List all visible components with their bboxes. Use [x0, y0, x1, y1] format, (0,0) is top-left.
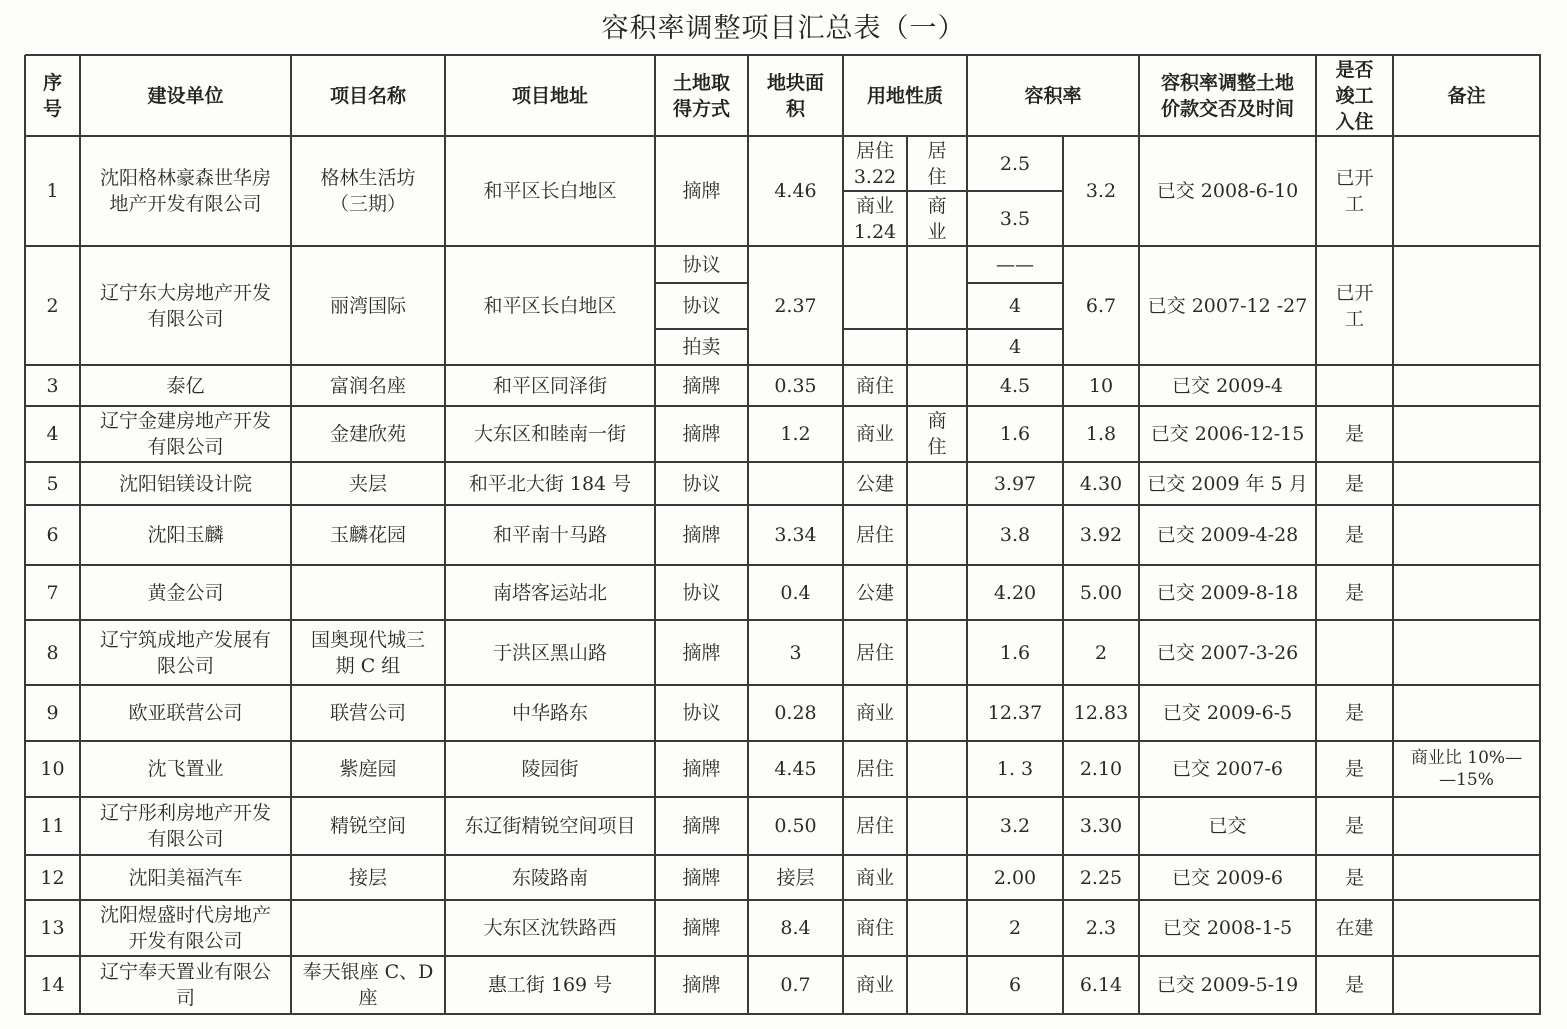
row-seq: 6	[46, 524, 59, 546]
row-far-new: 3.2	[1085, 180, 1117, 202]
row-remark	[1394, 247, 1539, 364]
row-far-old: 2.5	[999, 152, 1031, 175]
grid-line	[25, 1013, 1541, 1015]
row-far-old: 4.5	[999, 374, 1031, 397]
row-unit: 沈阳煜盛时代房地产 开发有限公司	[99, 904, 271, 952]
row-addr: 和平区长白地区	[483, 180, 617, 202]
row-land-use-alt	[908, 856, 966, 899]
row-addr: 和平区同泽街	[492, 374, 607, 397]
row-unit: 欧亚联营公司	[128, 702, 243, 724]
row-land-use-alt	[908, 621, 966, 684]
row-far-old: 3.97	[993, 472, 1037, 495]
row-acq: 摘牌	[682, 758, 721, 780]
row-addr: 大东区沈铁路西	[483, 917, 617, 939]
row-remark	[1394, 463, 1539, 504]
row-area: 0.50	[774, 815, 817, 837]
row-area: 3	[789, 641, 802, 664]
row-unit: 泰亿	[166, 374, 205, 397]
row-seq: 9	[46, 702, 59, 724]
row-far-new: 2.3	[1085, 917, 1117, 939]
row-completed: 已开 工	[1335, 281, 1374, 330]
row-seq: 1	[46, 180, 59, 202]
row-far-new: 3.30	[1079, 815, 1123, 837]
header-acq: 土地取 得方式	[672, 71, 730, 120]
row-acq: 摘牌	[682, 641, 721, 664]
row-unit: 辽宁金建房地产开发 有限公司	[99, 410, 271, 458]
row-unit: 沈阳格林豪森世华房 地产开发有限公司	[99, 167, 271, 215]
row-far-new: 12.83	[1073, 702, 1129, 724]
row-land-use: 居住	[855, 524, 894, 546]
row-land-use-alt	[908, 686, 966, 740]
row-payment: 已交 2006-12-15	[1150, 423, 1305, 445]
row-land-use: 居住	[855, 641, 894, 664]
row-unit: 辽宁奉天置业有限公 司	[99, 961, 271, 1009]
row-remark	[1394, 856, 1539, 899]
row-area: 0.4	[780, 581, 811, 604]
row-land-use-alt	[908, 901, 966, 955]
grid-line	[1539, 55, 1541, 1015]
row-acq: 摘牌	[682, 974, 721, 996]
row-payment: 已交 2009-4	[1172, 374, 1283, 397]
row-land-use: 商业	[855, 423, 894, 445]
row-addr: 于洪区黑山路	[492, 641, 607, 664]
row-addr: 和平北大街 184 号	[468, 472, 632, 495]
row-payment: 已交 2007-6	[1172, 758, 1283, 780]
header-use: 用地性质	[866, 84, 943, 107]
row-seq: 10	[40, 758, 65, 780]
row-far-new: 4.30	[1079, 472, 1123, 495]
row-acq: 协议	[682, 253, 721, 276]
row-area: 接层	[776, 866, 815, 889]
row-remark	[1394, 566, 1539, 619]
row-name: 金建欣苑	[329, 423, 406, 445]
row-land-use-alt	[908, 463, 966, 504]
row-land-use-alt	[908, 957, 966, 1013]
header-addr: 项目地址	[511, 84, 588, 107]
row-far-new: 10	[1088, 374, 1114, 397]
row-area: 4.45	[774, 758, 817, 780]
row-name: 接层	[348, 866, 387, 889]
row-completed: 是	[1344, 581, 1364, 604]
row-name: 紫庭园	[339, 758, 397, 780]
row-payment: 已交 2009-8-18	[1156, 581, 1299, 604]
row-seq: 11	[40, 815, 65, 837]
row-far-old: 2.00	[993, 866, 1037, 889]
header-area: 地块面 积	[766, 71, 824, 120]
row-unit: 沈阳美福汽车	[128, 866, 243, 889]
row-name: 联营公司	[329, 702, 406, 724]
row-unit: 辽宁东大房地产开发 有限公司	[99, 281, 271, 330]
row-area: 1.2	[780, 423, 811, 445]
row-seq: 3	[46, 374, 59, 397]
row-completed: 是	[1344, 866, 1364, 889]
row-remark	[1394, 366, 1539, 405]
row-far-old: 4.20	[993, 581, 1037, 604]
row-name: 精锐空间	[329, 815, 406, 837]
row-completed: 是	[1344, 974, 1364, 996]
header-far: 容积率	[1024, 84, 1082, 107]
row-remark	[1394, 137, 1539, 245]
row-far-new: 6.7	[1085, 294, 1117, 317]
row-addr: 南塔客运站北	[492, 581, 607, 604]
row-use-residential-short: 居 住	[927, 139, 947, 188]
row-acq: 协议	[682, 472, 721, 495]
header-seq: 序 号	[42, 71, 62, 120]
row-unit: 黄金公司	[147, 581, 224, 604]
row-payment: 已交 2008-1-5	[1162, 917, 1293, 939]
row-name	[292, 901, 444, 955]
row-name: 富润名座	[329, 374, 406, 397]
row-far-old: 1. 3	[996, 758, 1034, 780]
row-far-new: 5.00	[1079, 581, 1123, 604]
row-acq: 摘牌	[682, 180, 721, 202]
row-unit: 沈飞置业	[147, 758, 224, 780]
row-land-use: 商住	[855, 917, 894, 939]
row-payment: 已交	[1208, 815, 1247, 837]
row-acq: 摘牌	[682, 374, 721, 397]
row-remark	[1394, 407, 1539, 461]
row-far-old: 1.6	[999, 423, 1031, 445]
row-seq: 8	[46, 641, 59, 664]
row-area: 0.7	[780, 974, 811, 996]
row-seq: 13	[40, 917, 65, 939]
header-done: 是否 竣工 入住	[1335, 58, 1374, 133]
row-area: 3.34	[774, 524, 817, 546]
row-land-use-alt	[908, 798, 966, 854]
row-acq: 摘牌	[682, 524, 721, 546]
row-land-use: 商住	[855, 374, 894, 397]
row-use-residential: 居住 3.22	[853, 139, 897, 188]
row-addr: 和平南十马路	[492, 524, 607, 546]
row-unit: 辽宁彤利房地产开发 有限公司	[99, 802, 271, 850]
row-use-commercial: 商业 1.24	[853, 194, 897, 243]
row-acq: 摘牌	[682, 423, 721, 445]
row-use-commercial-short: 商 业	[927, 194, 947, 243]
row-far-old: 12.37	[987, 702, 1043, 724]
row-far-new: 3.92	[1079, 524, 1123, 546]
row-addr: 东陵路南	[511, 866, 588, 889]
row-far-new: 2.25	[1079, 866, 1123, 889]
row-acq: 摘牌	[682, 917, 721, 939]
row-far-old: 3.2	[999, 815, 1031, 837]
row-far-new: 2	[1094, 641, 1108, 664]
row-payment: 已交 2009-6-5	[1162, 702, 1293, 724]
row-land-use-alt	[908, 742, 966, 796]
row-completed: 是	[1344, 702, 1364, 724]
row-area: 2.37	[774, 294, 817, 317]
row-addr: 东辽街精锐空间项目	[464, 815, 636, 837]
row-area	[749, 463, 842, 504]
row-acq: 拍卖	[682, 336, 721, 358]
row-land-use: 商业	[855, 702, 894, 724]
row-completed: 是	[1344, 815, 1364, 837]
row-name	[292, 566, 444, 619]
row-completed: 是	[1344, 524, 1364, 546]
row-far-new: 2.10	[1079, 758, 1123, 780]
row-far-old: 4	[1008, 295, 1022, 317]
row-far-old: ——	[996, 253, 1034, 276]
row-name: 国奥现代城三 期 C 组	[310, 628, 425, 677]
header-name: 项目名称	[329, 84, 406, 107]
row-acq: 摘牌	[682, 866, 721, 889]
row-area: 0.35	[774, 374, 817, 397]
row-completed: 是	[1344, 423, 1364, 445]
row-completed: 在建	[1335, 917, 1374, 939]
row-unit: 沈阳铝镁设计院	[118, 472, 252, 495]
row-payment: 已交 2009-4-28	[1156, 524, 1299, 546]
row-far-old: 6	[1008, 974, 1022, 996]
row-addr: 中华路东	[511, 702, 588, 724]
row-area: 0.28	[774, 702, 817, 724]
row-completed: 是	[1344, 472, 1364, 495]
row-completed	[1317, 366, 1392, 405]
row-completed: 是	[1344, 758, 1364, 780]
row-land-use: 商业	[855, 974, 894, 996]
row-land-use: 公建	[855, 472, 894, 495]
row-seq: 5	[46, 472, 59, 495]
row-land-use: 公建	[855, 581, 894, 604]
row-land-use: 居住	[855, 815, 894, 837]
row-name: 玉麟花园	[329, 524, 406, 546]
row-land-use: 商业	[855, 866, 894, 889]
header-pay: 容积率调整土地 价款交否及时间	[1160, 71, 1294, 120]
row-remark: 商业比 10%— —15%	[1410, 748, 1523, 790]
row-completed	[1317, 621, 1392, 684]
row-acq: 协议	[682, 295, 721, 317]
row-far-old: 3.8	[999, 524, 1031, 546]
row-far-new: 1.8	[1085, 423, 1117, 445]
row-addr: 惠工街 169 号	[487, 974, 613, 996]
row-addr: 和平区长白地区	[483, 294, 617, 317]
row-far-old: 3.5	[999, 207, 1031, 230]
row-payment: 已交 2007-12 -27	[1147, 294, 1308, 317]
row-name: 夹层	[348, 472, 387, 495]
row-acq: 协议	[682, 581, 721, 604]
row-remark	[1394, 506, 1539, 564]
row-far-old: 1.6	[999, 641, 1031, 664]
row-payment: 已交 2007-3-26	[1156, 641, 1299, 664]
row-name: 格林生活坊 （三期）	[320, 167, 416, 215]
row-remark	[1394, 621, 1539, 684]
row-seq: 4	[46, 423, 59, 445]
row-name: 丽湾国际	[329, 294, 406, 317]
row-payment: 已交 2009-6	[1172, 866, 1283, 889]
row-area: 8.4	[780, 917, 811, 939]
row-unit: 辽宁筑成地产发展有 限公司	[99, 628, 271, 677]
row-land-use-alt	[908, 566, 966, 619]
row-completed: 已开 工	[1335, 167, 1374, 215]
row-seq: 7	[46, 581, 59, 604]
row-land-use-alt	[908, 366, 966, 405]
row-payment: 已交 2009 年 5 月	[1147, 472, 1308, 495]
row-remark	[1394, 957, 1539, 1013]
row-payment: 已交 2009-5-19	[1156, 974, 1299, 996]
header-remark: 备注	[1447, 84, 1486, 107]
row-land-use-alt	[908, 506, 966, 564]
row-seq: 12	[40, 866, 65, 889]
row-far-old: 2	[1008, 917, 1022, 939]
row-acq: 摘牌	[682, 815, 721, 837]
row-far-old: 4	[1008, 336, 1022, 358]
row-addr: 陵园街	[521, 758, 579, 780]
row-name: 奉天银座 C、D 座	[302, 961, 434, 1009]
header-unit: 建设单位	[147, 84, 224, 107]
row-land-use: 居住	[855, 758, 894, 780]
row-area: 4.46	[774, 180, 817, 202]
row-remark	[1394, 686, 1539, 740]
row-land-use-alt: 商 住	[927, 410, 947, 458]
row-far-new: 6.14	[1079, 974, 1123, 996]
row-unit: 沈阳玉麟	[147, 524, 224, 546]
row-seq: 14	[40, 974, 65, 996]
row-seq: 2	[46, 294, 59, 317]
row-acq: 协议	[682, 702, 721, 724]
row-remark	[1394, 798, 1539, 854]
row-addr: 大东区和睦南一街	[473, 423, 626, 445]
page-title: 容积率调整项目汇总表（一）	[601, 13, 966, 44]
row-remark	[1394, 901, 1539, 955]
row-payment: 已交 2008-6-10	[1156, 180, 1299, 202]
